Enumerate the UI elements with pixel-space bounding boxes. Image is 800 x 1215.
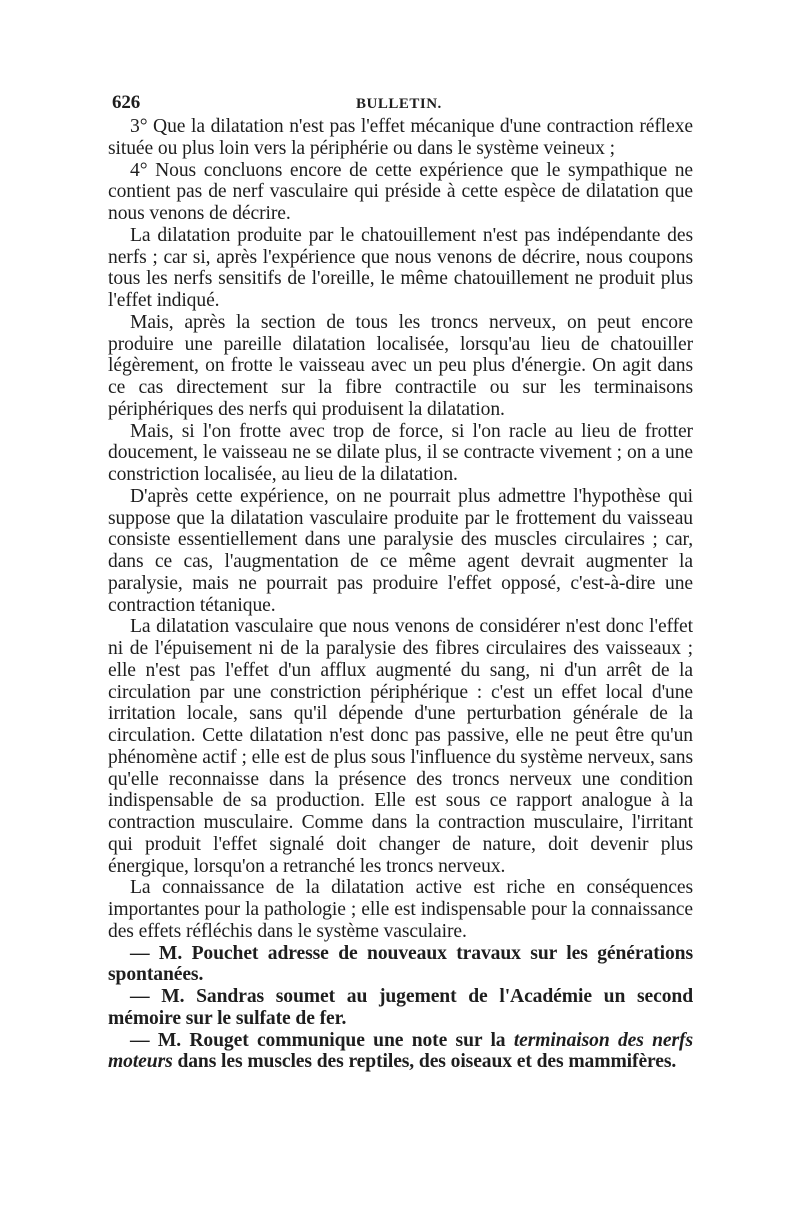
notice-rouget-after: dans les muscles des reptiles, des oiseaux et des mammifères. — [172, 1051, 677, 1073]
paragraph-point-3: 3° Que la dilatation n'est pas l'effet mécanique d'une contraction réflexe située ou plus loin vers la périphérie ou dans le système veineux ; — [108, 116, 693, 159]
paragraph-point-4: 4° Nous concluons encore de cette expérience que le sympathique ne contient pas de nerf vasculaire qui préside à cette espèce de dilatation que nous venons de décrire. — [108, 159, 693, 224]
notice-pouchet: — M. Pouchet adresse de nouveaux travaux sur les générations spontanées. — [108, 942, 693, 986]
notice-rouget-italic: terminaison des nerfs moteurs — [108, 1029, 693, 1073]
notice-sandras: — M. Sandras soumet au jugement de l'Académie un second mémoire sur le sulfate de fer. — [108, 986, 693, 1029]
document-page — [108, 92, 693, 1073]
running-head — [108, 92, 693, 116]
paragraph-pathologie: La connaissance de la dilatation active est riche en conséquences importantes pour la pathologie ; elle est indispensable pour la connaissance des effets réfléchis dans le système vasculaire. — [108, 877, 693, 942]
notice-rouget — [108, 1030, 693, 1074]
page-number: 626 — [112, 92, 141, 113]
notice-rouget-before: — M. Rouget communique une note sur la — [130, 1029, 514, 1051]
paragraph-conclusion: La dilatation vasculaire que nous venons de considérer n'est donc l'effet ni de l'épuisement ni de la paralysie des fibres circulaires des vaisseaux ; elle n'est pas l'effet d'un afflux augmenté du sang, ni d'un arrêt de la circulation par une constriction périphérique : c'est un effet local d'une irritation locale, sans qu'il dépende d'une perturbation générale de la circulation. Cette dilatation n'est donc pas passive, elle ne peut être qu'un phénomène actif ; elle est de plus sous l'influence du système nerveux, sans qu'elle reconnaisse dans la présence des troncs nerveux une condition indispensable de sa production. Elle est sous ce rapport analogue à la contraction musculaire. Comme dans la contraction musculaire, l'irritant qui produit l'effet signalé doit changer de nature, doit devenir plus énergique, lorsqu'on a retranché les troncs nerveux. — [108, 616, 693, 877]
paragraph-chatouillement: La dilatation produite par le chatouillement n'est pas indépendante des nerfs ; car si, après l'expérience que nous venons de décrire, nous coupons tous les nerfs sensitifs de l'oreille, le même chatouillement ne produit plus l'effet indiqué. — [108, 224, 693, 311]
paragraph-frotte-force: Mais, si l'on frotte avec trop de force, si l'on racle au lieu de frotter doucement, le vaisseau ne se dilate plus, il se contracte vivement ; on a une constriction localisée, au lieu de la dilatation. — [108, 420, 693, 485]
running-title: BULLETIN. — [356, 96, 442, 112]
paragraph-section-troncs: Mais, après la section de tous les troncs nerveux, on peut encore produire une pareille dilatation localisée, lorsqu'au lieu de chatouiller légèrement, on frotte le vaisseau avec un peu plus d'énergie. On agit dans ce cas directement sur la fibre contractile ou sur les terminaisons périphériques des nerfs qui produisent la dilatation. — [108, 311, 693, 420]
paragraph-hypothese: D'après cette expérience, on ne pourrait plus admettre l'hypothèse qui suppose que la dilatation vasculaire produite par le frottement du vaisseau consiste essentiellement dans une paralysie des muscles circulaires ; car, dans ce cas, l'augmentation de ce même agent devrait augmenter la paralysie, mais ne pourrait pas produire l'effet opposé, c'est-à-dire une contraction tétanique. — [108, 485, 693, 616]
